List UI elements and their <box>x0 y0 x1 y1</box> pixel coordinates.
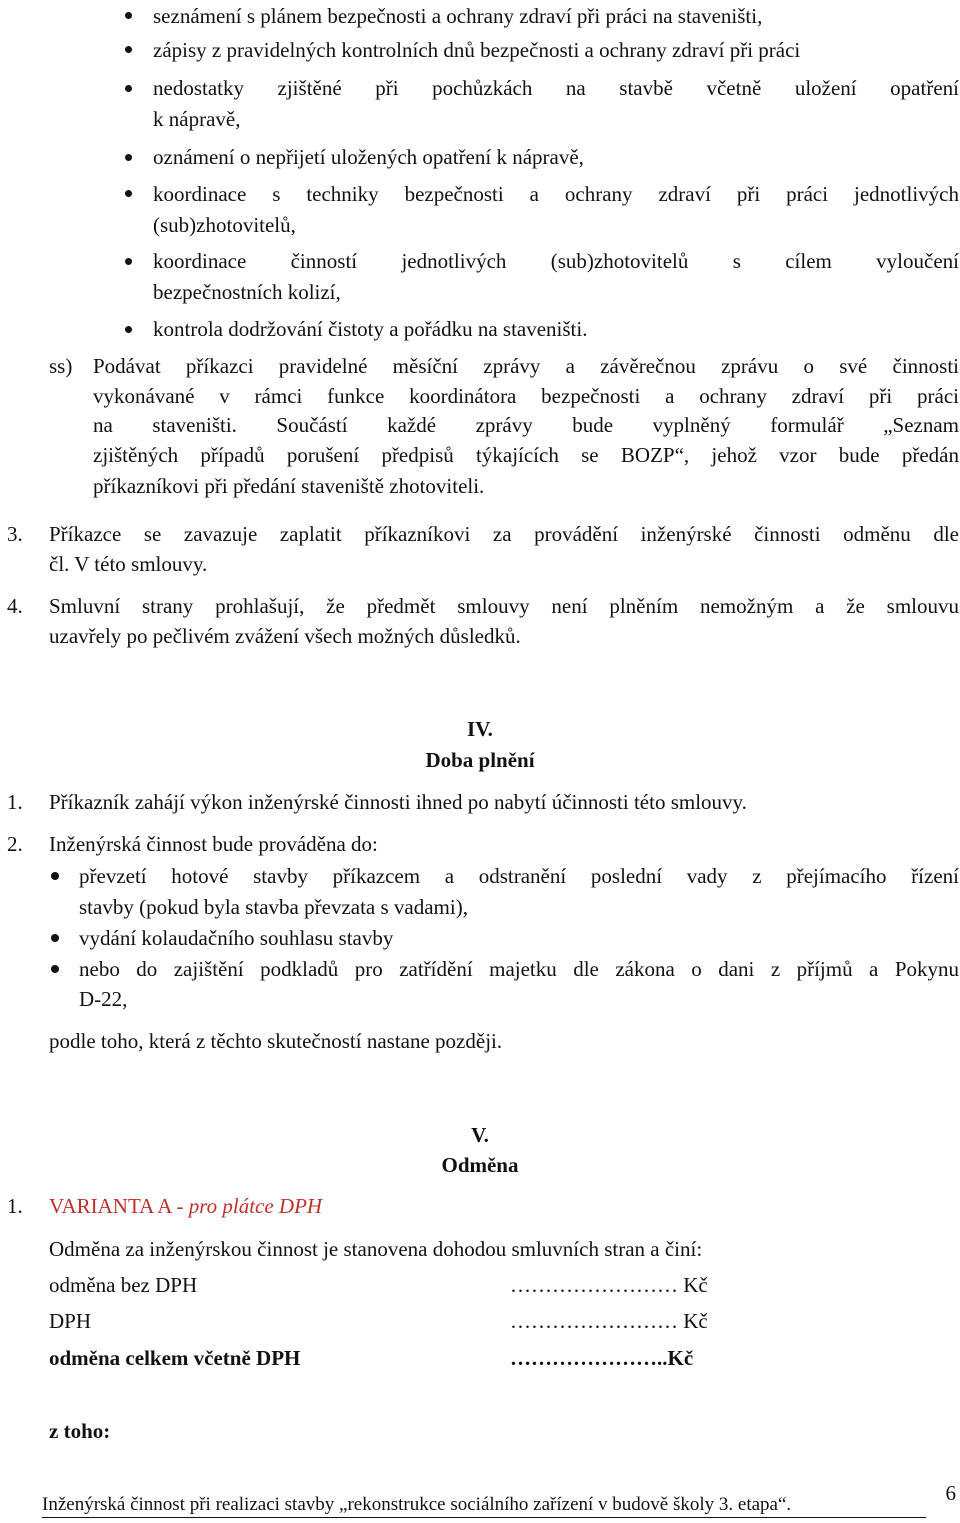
list-item-continuation: D-22, <box>79 987 128 1011</box>
section-title: Odměna <box>441 1153 519 1177</box>
item-marker: 3. <box>7 522 23 546</box>
paragraph-line: Podávat příkazci pravidelné měsíční zprávy a závěrečnou zprávu o své činnosti <box>93 354 959 378</box>
section-number: V. <box>471 1123 489 1147</box>
bullet-icon <box>51 965 59 973</box>
paragraph-line: Příkazník zahájí výkon inženýrské činnosti ihned po nabytí účinnosti této smlouvy. <box>49 790 747 814</box>
page-number: 6 <box>945 1481 956 1505</box>
bullet-icon <box>125 258 132 265</box>
paragraph-line: Inženýrská činnost bude prováděna do: <box>49 832 378 856</box>
bullet-icon <box>51 934 59 942</box>
fee-row-label: DPH <box>49 1309 92 1333</box>
fee-row-value: …………………..Kč <box>510 1346 694 1370</box>
page-footer: Inženýrská činnost při realizaci stavby „rekonstrukce sociálního zařízení v budově školy 3. etapa“. <box>42 1494 792 1515</box>
list-item-continuation: (sub)zhotovitelů, <box>153 213 296 237</box>
paragraph-line: čl. V této smlouvy. <box>49 552 208 576</box>
list-item: nedostatky zjištěné při pochůzkách na stavbě včetně uložení opatření <box>153 76 959 100</box>
item-marker: 4. <box>7 594 23 618</box>
list-item: převzetí hotové stavby příkazcem a odstranění poslední vady z přejímacího řízení <box>79 864 959 888</box>
list-item-continuation: bezpečnostních kolizí, <box>153 280 341 304</box>
list-item: kontrola dodržování čistoty a pořádku na staveništi. <box>153 317 588 341</box>
intro-line: Odměna za inženýrskou činnost je stanovena dohodou smluvních stran a činí: <box>49 1237 703 1261</box>
paragraph-line: uzavřely po pečlivém zvážení všech možných důsledků. <box>49 624 521 648</box>
fee-row-label: odměna bez DPH <box>49 1273 198 1297</box>
variant-heading <box>49 1191 322 1221</box>
item-marker: 1. <box>7 790 23 814</box>
bullet-icon <box>125 154 132 161</box>
list-item-continuation: k nápravě, <box>153 107 241 131</box>
section-title: Doba plnění <box>425 748 535 772</box>
bullet-icon <box>125 85 132 92</box>
closing-line: podle toho, která z těchto skutečností nastane později. <box>49 1029 503 1053</box>
variant-label: VARIANTA A <box>49 1194 172 1218</box>
paragraph-line: zjištěných případů porušení předpisů týkajících se BOZP“, jehož vzor bude předán <box>93 443 959 467</box>
bullet-icon <box>125 46 132 53</box>
list-item: nebo do zajištění podkladů pro zatřídění majetku dle zákona o dani z příjmů a Pokynu <box>79 957 959 981</box>
list-item: zápisy z pravidelných kontrolních dnů bezpečnosti a ochrany zdraví při práci <box>153 38 801 62</box>
bullet-icon <box>125 326 132 333</box>
paragraph-line: Příkazce se zavazuje zaplatit příkazníkovi za provádění inženýrské činnosti odměnu dle <box>49 522 959 546</box>
bullet-icon <box>125 12 132 19</box>
item-marker: 1. <box>7 1194 23 1218</box>
variant-separator: - <box>171 1194 189 1218</box>
z-toho-label: z toho: <box>49 1419 111 1443</box>
variant-note: pro plátce DPH <box>188 1194 323 1218</box>
list-item: seznámení s plánem bezpečnosti a ochrany zdraví při práci na staveništi, <box>153 4 763 28</box>
bullet-icon <box>51 872 59 880</box>
list-item: koordinace činností jednotlivých (sub)zhotovitelů s cílem vyloučení <box>153 249 959 273</box>
paragraph-line: Smluvní strany prohlašují, že předmět smlouvy není plněním nemožným a že smlouvu <box>49 594 959 618</box>
paragraph-line: vykonávané v rámci funkce koordinátora bezpečnosti a ochrany zdraví při práci <box>93 384 959 408</box>
paragraph-line: na staveništi. Součástí každé zprávy bude vyplněný formulář „Seznam <box>93 413 959 437</box>
item-marker: ss) <box>49 354 73 378</box>
fee-row-value: …………………… Kč <box>510 1309 708 1333</box>
fee-row-value: …………………… Kč <box>510 1273 708 1297</box>
list-item: oznámení o nepřijetí uložených opatření k nápravě, <box>153 145 584 169</box>
list-item-continuation: stavby (pokud byla stavba převzata s vadami), <box>79 895 468 919</box>
list-item: koordinace s techniky bezpečnosti a ochrany zdraví při práci jednotlivých <box>153 182 959 206</box>
bullet-icon <box>125 190 132 197</box>
section-number: IV. <box>467 717 493 741</box>
fee-row-label: odměna celkem včetně DPH <box>49 1346 301 1370</box>
item-marker: 2. <box>7 832 23 856</box>
paragraph-line: příkazníkovi při předání staveniště zhotoviteli. <box>93 474 485 498</box>
list-item: vydání kolaudačního souhlasu stavby <box>79 926 394 950</box>
footer-divider <box>42 1517 926 1518</box>
